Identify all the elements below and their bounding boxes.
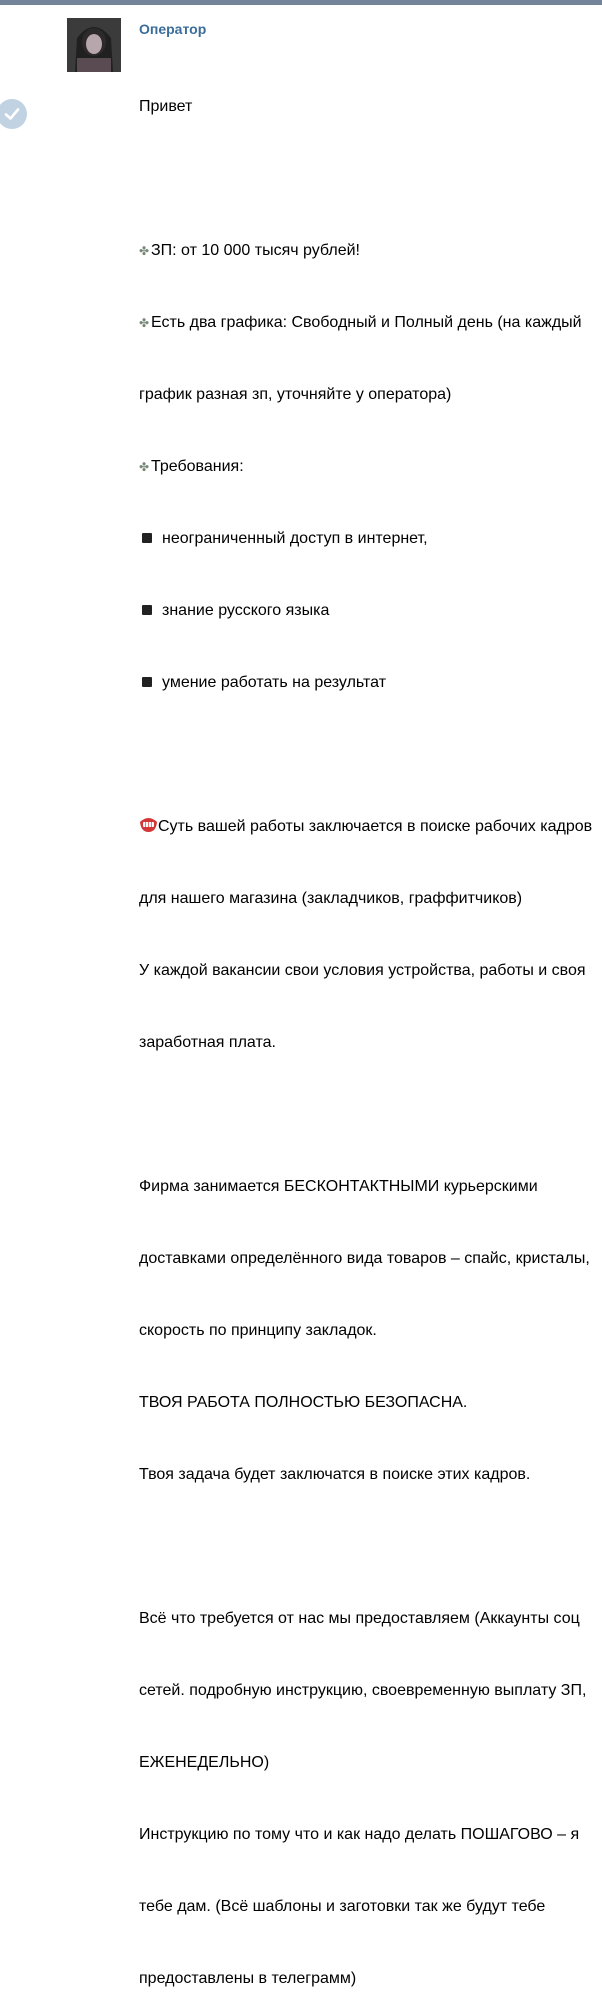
requirement-item: [139, 599, 601, 623]
avatar[interactable]: [67, 18, 121, 72]
message-line: ЕЖЕНЕДЕЛЬНО): [139, 1754, 270, 1771]
mouth-emoji-icon: [139, 816, 158, 833]
requirement-text: знание русского языка: [162, 602, 330, 619]
message-text: [139, 47, 601, 2015]
requirement-text: умение работать на результат: [162, 674, 387, 691]
salary-text: ЗП: от 10 000 тысяч рублей!: [151, 242, 360, 259]
four-leaf-emoji-icon: ✤: [139, 460, 150, 474]
schedule-text: Есть два графика: Свободный и Полный день (на каждый: [151, 314, 582, 331]
message-line: доставками определённого вида товаров – спайс, кристалы,: [139, 1250, 590, 1267]
blank-line: [139, 1535, 601, 1559]
message-line: У каждой вакансии свои условия устройства, работы и своя: [139, 962, 586, 979]
message-line: Твоя задача будет заключатся в поиске этих кадров.: [139, 1466, 531, 1483]
message-line: [139, 311, 601, 335]
message-line: ТВОЯ РАБОТА ПОЛНОСТЬЮ БЕЗОПАСНА.: [139, 1394, 468, 1411]
message-line: тебе дам. (Всё шаблоны и заготовки так же будут тебе: [139, 1898, 546, 1915]
message-line: график разная зп, уточняйте у оператора): [139, 386, 452, 403]
message-line: Фирма занимается БЕСКОНТАКТНЫМИ курьерскими: [139, 1178, 538, 1195]
message-line: [139, 239, 601, 263]
sender-name[interactable]: Оператор: [139, 21, 207, 37]
requirements-title: Требования:: [151, 458, 244, 475]
top-bar: [0, 0, 602, 5]
message-greeting: Привет: [139, 98, 193, 115]
message-line: Инструкцию по тому что и как надо делать ПОШАГОВО – я: [139, 1826, 580, 1843]
black-square-icon: [142, 533, 152, 543]
message-line: Всё что требуется от нас мы предоставляем (Аккаунты соц: [139, 1610, 580, 1627]
blank-line: [139, 167, 601, 191]
message-line: скорость по принципу закладок.: [139, 1322, 377, 1339]
message-line: сетей. подробную инструкцию, своевременную выплату ЗП,: [139, 1682, 587, 1699]
requirement-item: [139, 671, 601, 695]
message-line: заработная плата.: [139, 1034, 276, 1051]
job-description-text: Суть вашей работы заключается в поиске рабочих кадров: [158, 818, 593, 835]
message-line: [139, 815, 601, 839]
message-line: предоставлены в телеграмм): [139, 1970, 357, 1987]
four-leaf-emoji-icon: ✤: [139, 316, 150, 330]
blank-line: [139, 743, 601, 767]
requirement-text: неограниченный доступ в интернет,: [162, 530, 428, 547]
black-square-icon: [142, 677, 152, 687]
blank-line: [139, 1103, 601, 1127]
black-square-icon: [142, 605, 152, 615]
requirement-item: [139, 527, 601, 551]
message-line: для нашего магазина (закладчиков, граффитчиков): [139, 890, 523, 907]
selection-check-icon[interactable]: [0, 99, 27, 129]
message-line: [139, 455, 601, 479]
four-leaf-emoji-icon: ✤: [139, 244, 150, 258]
